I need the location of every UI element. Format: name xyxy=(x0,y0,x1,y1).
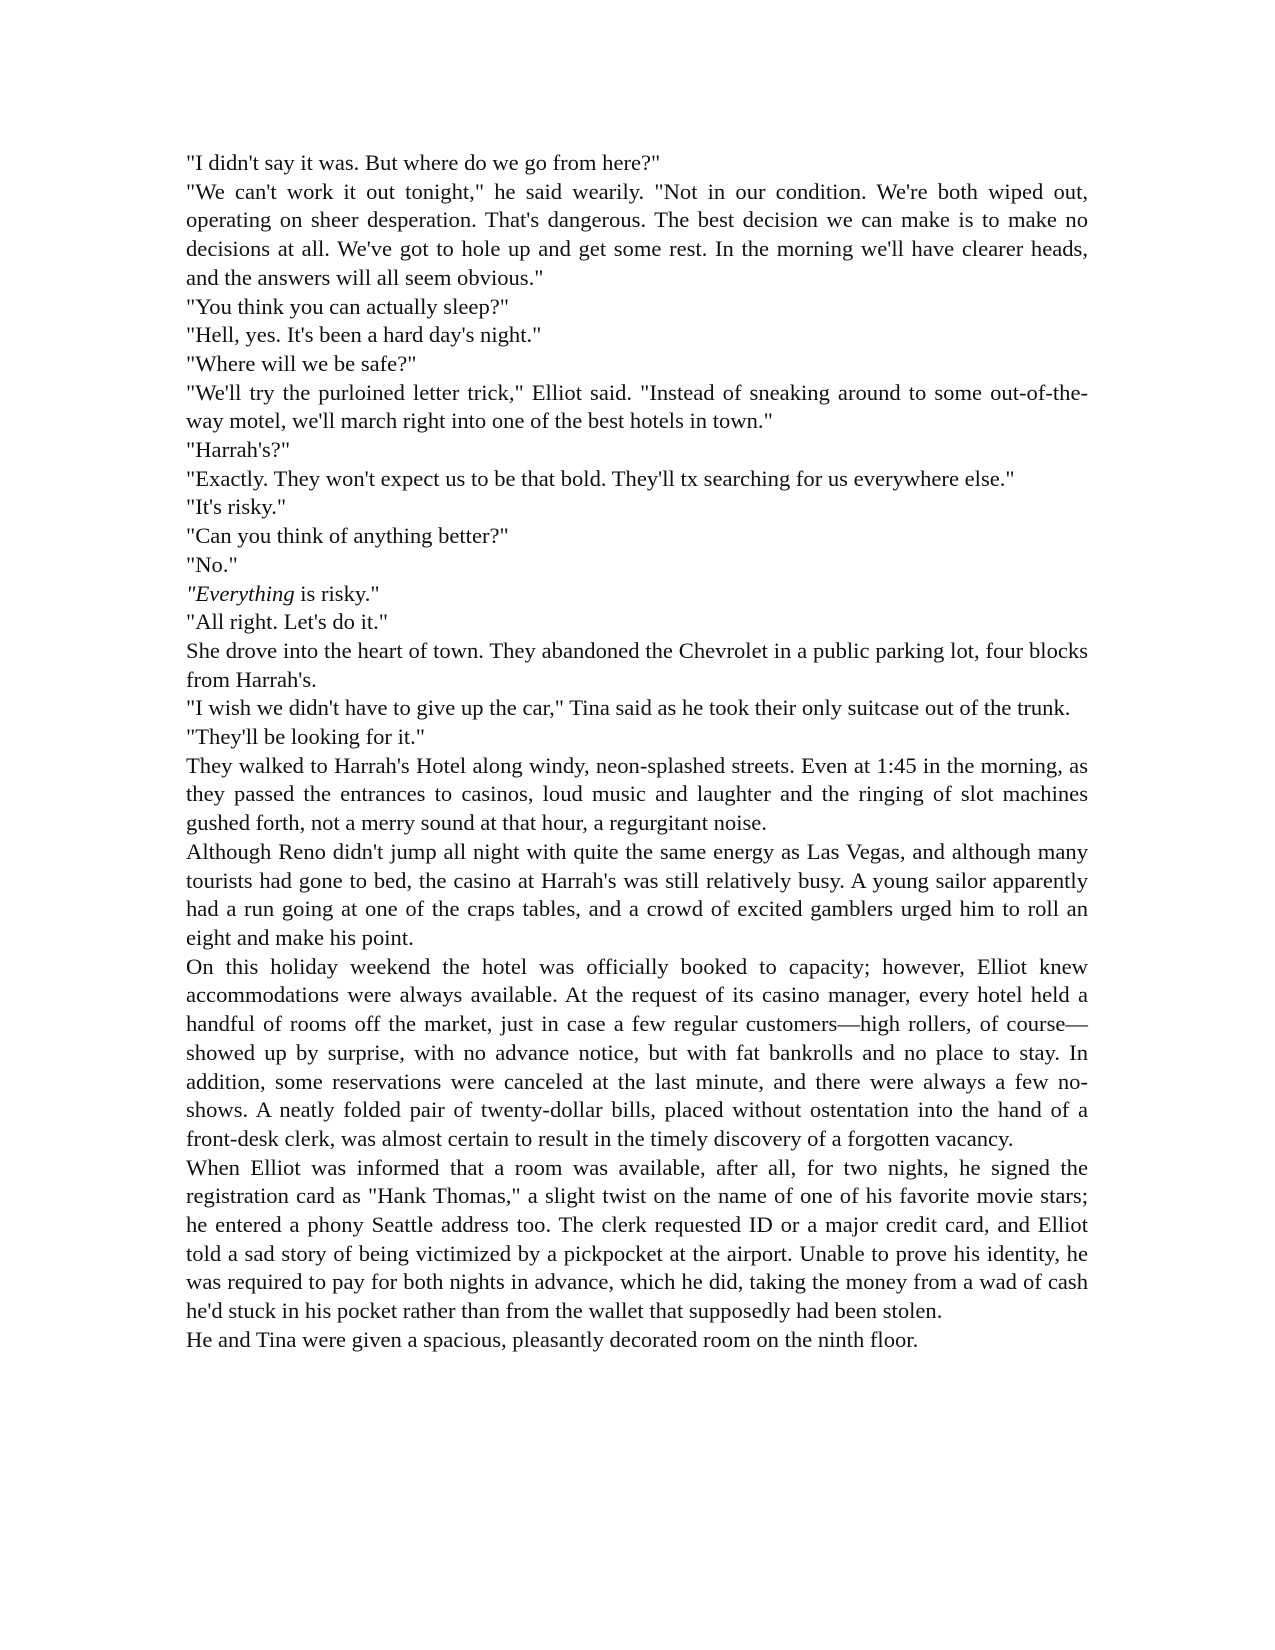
paragraph: When Elliot was informed that a room was available, after all, for two nights, he signed the registration card as "Hank Thomas," a slight twist on the name of one of his favorite movie stars; he entered a phony Seattle address too. The clerk requested ID or a major credit card, and Elliot told a sad story of being victimized by a pickpocket at the airport. Unable to prove his identity, he was required to pay for both nights in advance, which he did, taking the money from a wad of cash he'd stuck in his pocket rather than from the wallet that supposedly had been stolen. xyxy=(186,1154,1088,1324)
paragraph: "You think you can actually sleep?" xyxy=(186,293,509,319)
paragraph: "It's risky." xyxy=(186,494,287,520)
paragraph-italic xyxy=(186,580,1088,609)
italic-word: "Everything xyxy=(186,580,295,606)
paragraph: "Where will we be safe?" xyxy=(186,350,417,376)
paragraph: "They'll be looking for it." xyxy=(186,724,425,750)
paragraph: "Exactly. They won't expect us to be that bold. They'll tx searching for us everywhere else." xyxy=(186,465,1015,491)
italic-paragraph-rest: is risky." xyxy=(294,580,380,606)
paragraph: "I wish we didn't have to give up the car," Tina said as he took their only suitcase out of the trunk. xyxy=(186,695,1071,721)
body-text xyxy=(186,149,1088,1355)
paragraph: She drove into the heart of town. They abandoned the Chevrolet in a public parking lot, four blocks from Harrah's. xyxy=(186,637,1088,692)
paragraph: "We can't work it out tonight," he said wearily. "Not in our condition. We're both wiped out, operating on sheer desperation. That's dangerous. The best decision we can make is to make no decisions at all. We've got to hole up and get some rest. In the morning we'll have clearer heads, and the answers will all seem obvious." xyxy=(186,178,1088,290)
paragraph: On this holiday weekend the hotel was officially booked to capacity; however, Elliot knew accommodations were always available. At the request of its casino manager, every hotel held a handful of rooms off the market, just in case a few regular customers—high rollers, of course—showed up by surprise, with no advance notice, but with fat bankrolls and no place to stay. In addition, some reservations were canceled at the last minute, and there were always a few no-shows. A neatly folded pair of twenty-dollar bills, placed without ostentation into the hand of a front-desk clerk, was almost certain to result in the timely discovery of a forgotten vacancy. xyxy=(186,953,1088,1151)
paragraph: He and Tina were given a spacious, pleasantly decorated room on the ninth floor. xyxy=(186,1326,919,1352)
paragraph: "All right. Let's do it." xyxy=(186,609,388,635)
paragraph: Although Reno didn't jump all night with quite the same energy as Las Vegas, and although many tourists had gone to bed, the casino at Harrah's was still relatively busy. A young sailor apparently had a run going at one of the craps tables, and a crowd of excited gamblers urged him to roll an eight and make his point. xyxy=(186,838,1088,950)
paragraph: "Harrah's?" xyxy=(186,437,291,463)
paragraph: "I didn't say it was. But where do we go from here?" xyxy=(186,150,661,175)
paragraph: "No." xyxy=(186,551,238,577)
paragraph: They walked to Harrah's Hotel along windy, neon-splashed streets. Even at 1:45 in the morning, as they passed the entrances to casinos, loud music and laughter and the ringing of slot machines gushed forth, not a merry sound at that hour, a regurgitant noise. xyxy=(186,752,1088,836)
paragraph: "Hell, yes. It's been a hard day's night." xyxy=(186,322,542,348)
paragraph: "Can you think of anything better?" xyxy=(186,523,509,549)
paragraph: "We'll try the purloined letter trick," Elliot said. "Instead of sneaking around to some out-of-the-way motel, we'll march right into one of the best hotels in town." xyxy=(186,379,1088,434)
